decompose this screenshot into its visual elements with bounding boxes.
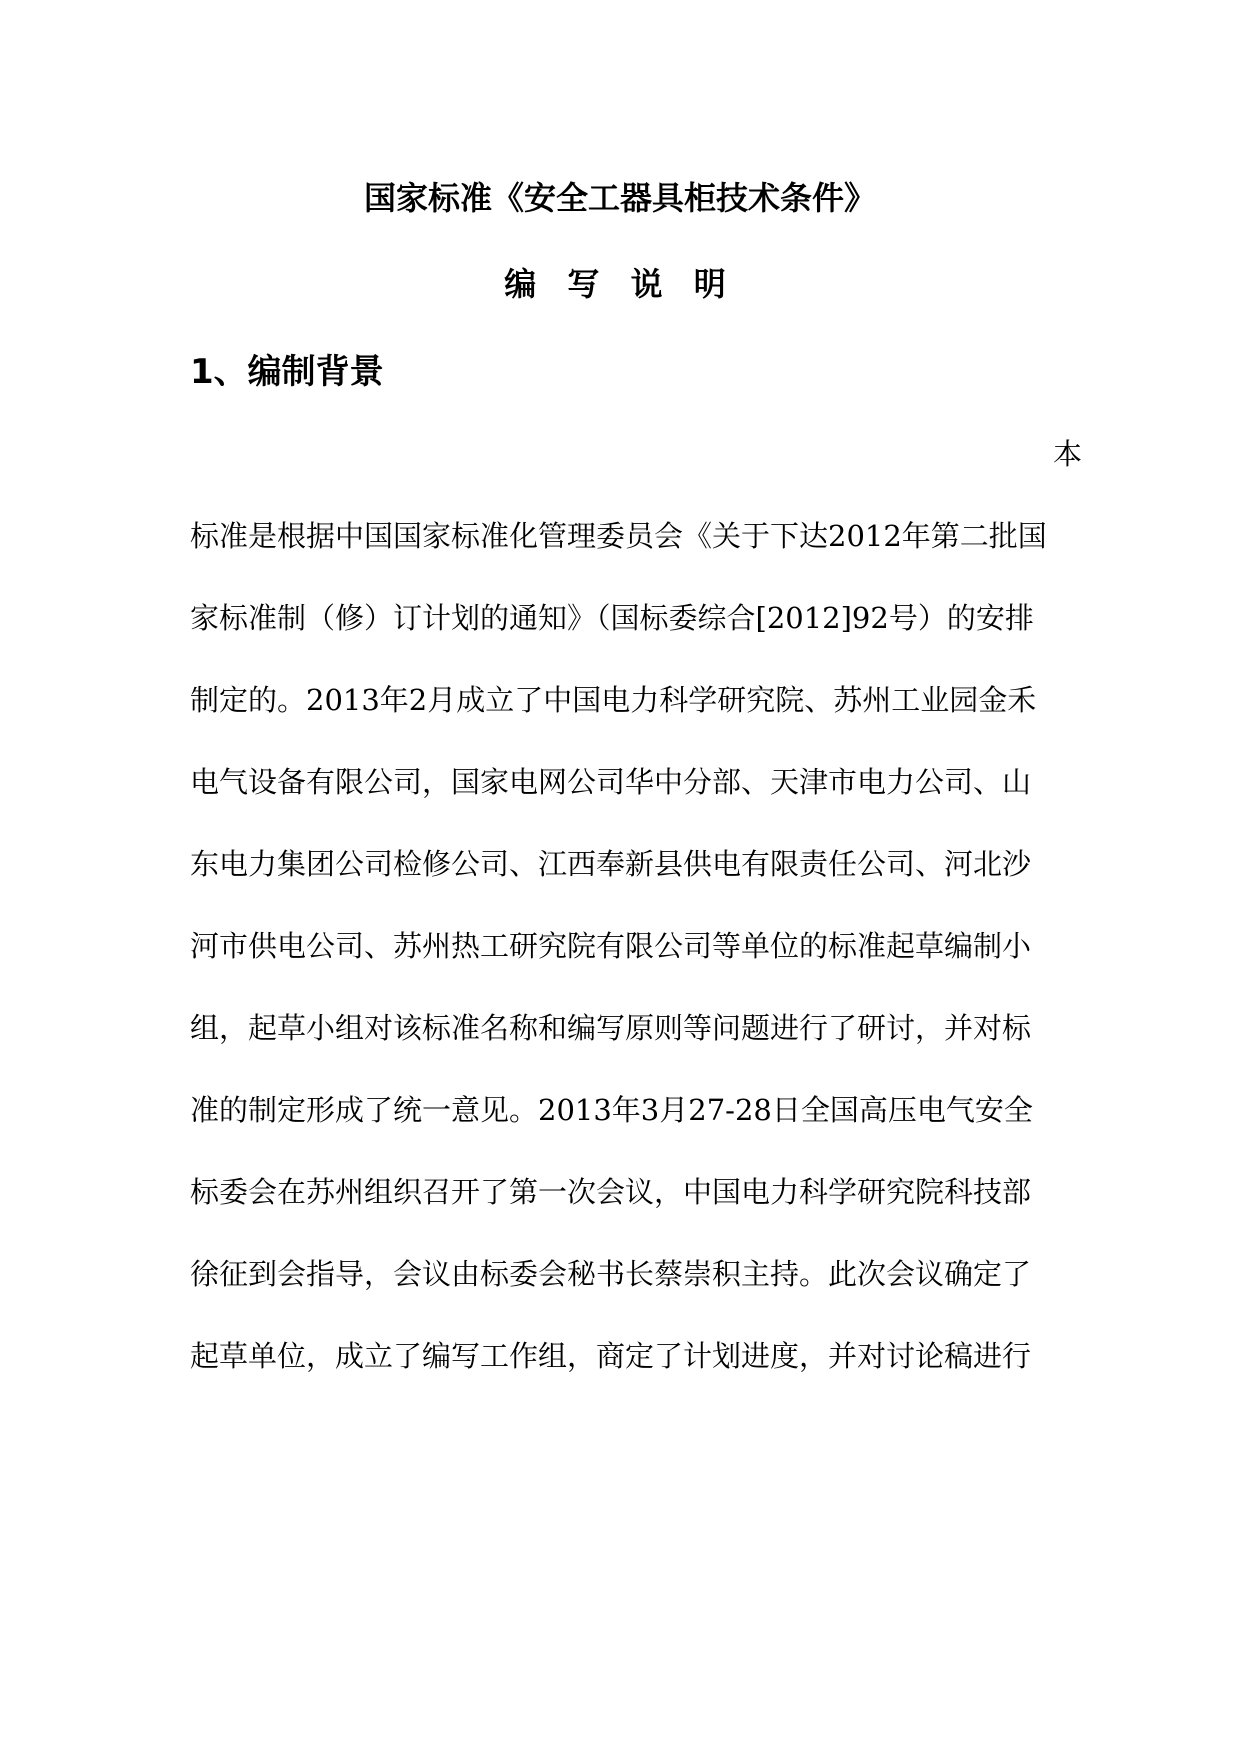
body-line: 起草单位，成立了编写工作组，商定了计划进度，并对讨论稿进行 (190, 1339, 1032, 1373)
body-line: 标准是根据中国国家标准化管理委员会《关于下达2012年第二批国 (190, 519, 1047, 553)
body-line: 东电力集团公司检修公司、江西奉新县供电有限责任公司、河北沙 (190, 847, 1032, 881)
document-subtitle: 编 写 说 明 (504, 265, 736, 303)
paragraph-first-char: 本 (1053, 437, 1083, 471)
body-line: 河市供电公司、苏州热工研究院有限公司等单位的标准起草编制小 (190, 929, 1032, 963)
body-line: 徐征到会指导，会议由标委会秘书长蔡崇积主持。此次会议确定了 (190, 1257, 1032, 1291)
section-heading: 1、编制背景 (190, 352, 384, 392)
body-line: 家标准制（修）订计划的通知》（国标委综合[2012]92号）的安排 (190, 601, 1034, 635)
body-line: 电气设备有限公司，国家电网公司华中分部、天津市电力公司、山 (190, 765, 1032, 799)
document-title: 国家标准《安全工器具柜技术条件》 (363, 179, 876, 217)
body-line: 准的制定形成了统一意见。2013年3月27-28日全国高压电气安全 (190, 1093, 1033, 1127)
body-line: 制定的。2013年2月成立了中国电力科学研究院、苏州工业园金禾 (190, 683, 1037, 717)
body-line: 标委会在苏州组织召开了第一次会议，中国电力科学研究院科技部 (190, 1175, 1032, 1209)
body-line: 组，起草小组对该标准名称和编写原则等问题进行了研讨，并对标 (190, 1011, 1032, 1045)
